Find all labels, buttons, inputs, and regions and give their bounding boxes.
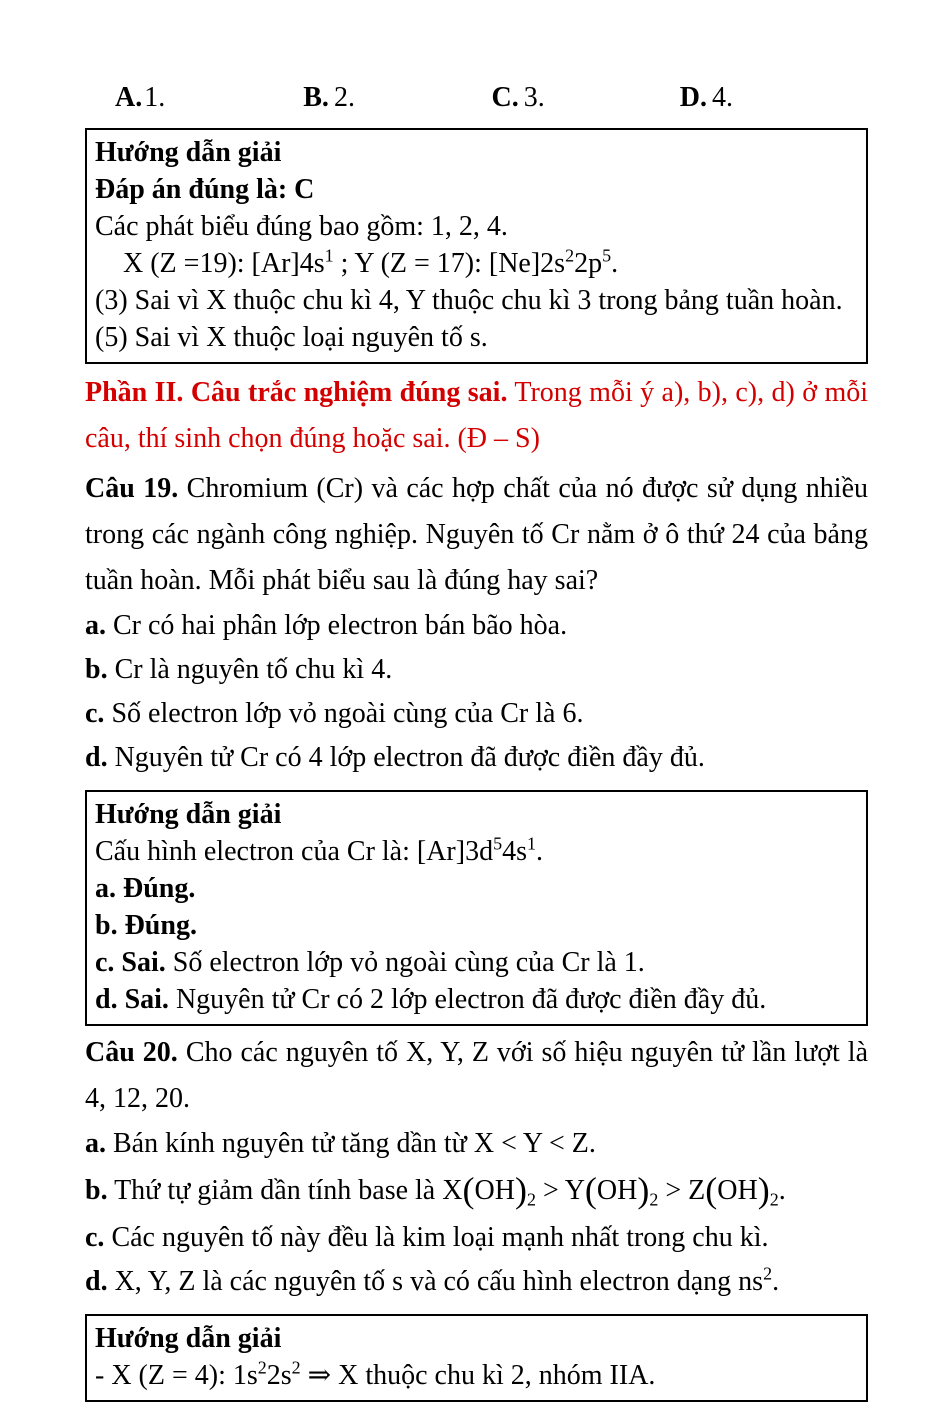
item-label: a.	[85, 1128, 106, 1159]
solution-line-x: - X (Z = 4): $1s^22s^2$ ⇒ X thuộc chu kì 2, nhóm IIA.	[95, 1357, 656, 1391]
electron-config-line: X (Z =19): $[Ar]4s^1$ ; Y (Z = 17): $[Ne]2s^22p^5$.	[123, 245, 619, 279]
question-20-label: Câu 20.	[85, 1037, 178, 1068]
verdict-label: a. Đúng.	[95, 873, 196, 904]
answer-option-a	[115, 78, 303, 118]
item-label: c.	[85, 1222, 105, 1253]
answer-option-c	[492, 78, 680, 118]
question-19-item-c	[85, 692, 868, 736]
question-19-label: Câu 19.	[85, 473, 179, 504]
correct-statements-line: Các phát biểu đúng bao gồm: 1, 2, 4.	[95, 211, 508, 242]
correct-answer-line: Đáp án đúng là: C	[95, 174, 315, 205]
item-label: d.	[85, 1266, 108, 1297]
verdict-label: d. Sai.	[95, 984, 169, 1015]
question-20-text: Cho các nguyên tố X, Y, Z với số hiệu nguyên tử lần lượt là 4, 12, 20.	[85, 1037, 869, 1114]
question-20	[85, 1030, 868, 1122]
solution-item-a	[95, 870, 856, 907]
answer-value: 4.	[711, 82, 733, 113]
electron-config-line: Cấu hình electron của Cr là: $[Ar]3d^54s^1$.	[95, 833, 543, 867]
answer-label: B.	[303, 82, 329, 113]
answer-option-d	[680, 78, 868, 118]
item-text: Cr có hai phân lớp electron bán bão hòa.	[106, 610, 568, 641]
verdict-text: Số electron lớp vỏ ngoài cùng của Cr là 1.	[165, 947, 645, 978]
question-19-item-d	[85, 736, 868, 780]
question-20-item-d	[85, 1260, 868, 1304]
solution-box-2	[85, 790, 868, 1026]
answer-label: C.	[491, 82, 519, 113]
solution-box-1	[85, 128, 868, 364]
verdict-text: Nguyên tử Cr có 2 lớp electron đã được điền đầy đủ.	[168, 984, 767, 1015]
item-text: Thứ tự giảm dần tính base là	[107, 1175, 443, 1206]
part2-heading: Phần II. Câu trắc nghiệm đúng sai.	[85, 377, 508, 408]
solution-box-3	[85, 1314, 868, 1402]
solution-item-b	[95, 907, 856, 944]
item-label: c.	[85, 698, 105, 729]
solution-item-d	[95, 981, 856, 1018]
item-text: Số electron lớp vỏ ngoài cùng của Cr là 6.	[104, 698, 584, 729]
answer-label: A.	[115, 82, 143, 113]
verdict-label: c. Sai.	[95, 947, 166, 978]
hydroxide-formula: $X(OH)_2 > Y(OH)_2 > Z(OH)_2$.	[442, 1170, 786, 1210]
item-text: Cr là nguyên tố chu kì 4.	[107, 654, 393, 685]
statement-3-explanation: (3) Sai vì X thuộc chu kì 4, Y thuộc chu kì 3 trong bảng tuần hoàn.	[95, 285, 843, 316]
item-text: X, Y, Z là các nguyên tố s và có cấu hình electron dạng $ns^2$.	[107, 1263, 780, 1297]
statement-5-explanation: (5) Sai vì X thuộc loại nguyên tố s.	[95, 322, 488, 353]
solution-box-title: Hướng dẫn giải	[95, 137, 282, 168]
answer-options-row	[85, 78, 868, 118]
solution-box-title: Hướng dẫn giải	[95, 799, 282, 830]
question-19-item-a	[85, 604, 868, 648]
item-label: d.	[85, 742, 108, 773]
answer-value: 1.	[144, 82, 166, 113]
item-text: Bán kính nguyên tử tăng dần từ X < Y < Z.	[106, 1128, 596, 1159]
part2-section	[85, 370, 868, 462]
item-label: a.	[85, 610, 106, 641]
answer-option-b	[303, 78, 491, 118]
item-label: b.	[85, 654, 108, 685]
question-20-item-c	[85, 1216, 868, 1260]
item-text: Các nguyên tố này đều là kim loại mạnh nhất trong chu kì.	[104, 1222, 769, 1253]
answer-label: D.	[679, 82, 707, 113]
question-19-item-b	[85, 648, 868, 692]
solution-box-title: Hướng dẫn giải	[95, 1323, 282, 1354]
question-19-text: Chromium (Cr) và các hợp chất của nó được sử dụng nhiều trong các ngành công nghiệp. Nguyên tố Cr nằm ở ô thứ 24 của bảng tuần hoàn. Mỗi phát biểu sau là đúng hay sai?	[85, 473, 868, 596]
question-20-item-a	[85, 1122, 868, 1166]
solution-item-c	[95, 944, 856, 981]
item-label: b.	[85, 1175, 108, 1206]
question-20-item-b	[85, 1166, 868, 1216]
answer-value: 3.	[523, 82, 545, 113]
answer-value: 2.	[333, 82, 355, 113]
question-19	[85, 466, 868, 604]
item-text: Nguyên tử Cr có 4 lớp electron đã được điền đầy đủ.	[107, 742, 705, 773]
verdict-label: b. Đúng.	[95, 910, 197, 941]
part2-description: Trong mỗi ý a), b), c), d) ở mỗi câu, thí sinh chọn đúng hoặc sai. (Đ – S)	[85, 377, 869, 454]
